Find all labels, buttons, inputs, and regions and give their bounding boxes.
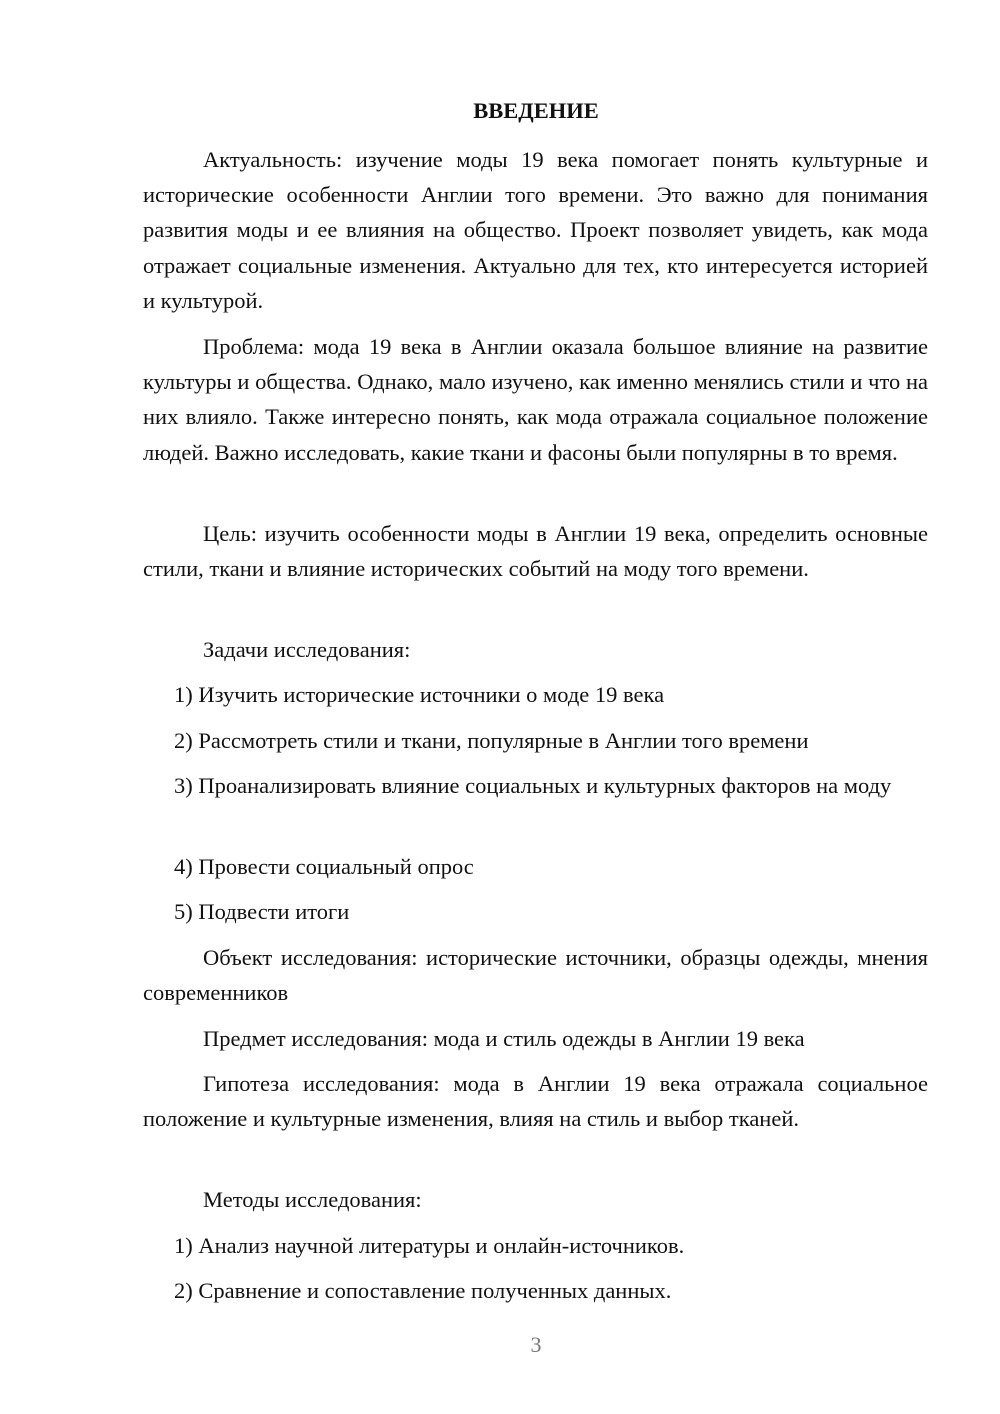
problem-paragraph: Проблема: мода 19 века в Англии оказала большое влияние на развитие культуры и общества. Однако, мало изучено, как именно менялись стили и что на них влияло. Также интересно понять, как мода отражала социальное положение людей. Важно исследовать, какие ткани и фасоны были популярны в то время. — [143, 334, 928, 465]
method-item-2: 2) Сравнение и сопоставление полученных данных. — [174, 1278, 672, 1303]
tasks-heading: Задачи исследования: — [203, 637, 411, 662]
task-item-4: 4) Провести социальный опрос — [174, 854, 474, 879]
methods-heading: Методы исследования: — [203, 1187, 422, 1212]
method-item-1: 1) Анализ научной литературы и онлайн-источников. — [174, 1233, 685, 1258]
task-item-5: 5) Подвести итоги — [174, 899, 350, 924]
page-title: ВВЕДЕНИЕ — [473, 98, 599, 123]
relevance-paragraph: Актуальность: изучение моды 19 века помогает понять культурные и исторические особенности Англии того времени. Это важно для понимания развития моды и ее влияния на общество. Проект позволяет увидеть, как мода отражает социальные изменения. Актуально для тех, кто интересуется историей и культурой. — [143, 147, 928, 313]
hypothesis-paragraph: Гипотеза исследования: мода в Англии 19 века отражала социальное положение и культурные изменения, влияя на стиль и выбор тканей. — [143, 1071, 928, 1132]
page-number: 3 — [530, 1332, 542, 1357]
task-item-3: 3) Проанализировать влияние социальных и культурных факторов на моду — [174, 773, 892, 798]
object-paragraph: Объект исследования: исторические источники, образцы одежды, мнения современников — [143, 945, 928, 1006]
subject-paragraph: Предмет исследования: мода и стиль одежды в Англии 19 века — [203, 1026, 805, 1051]
task-item-1: 1) Изучить исторические источники о моде 19 века — [174, 682, 665, 707]
goal-paragraph: Цель: изучить особенности моды в Англии 19 века, определить основные стили, ткани и влияние исторических событий на моду того времени. — [143, 521, 928, 582]
task-item-2: 2) Рассмотреть стили и ткани, популярные в Англии того времени — [174, 728, 809, 753]
